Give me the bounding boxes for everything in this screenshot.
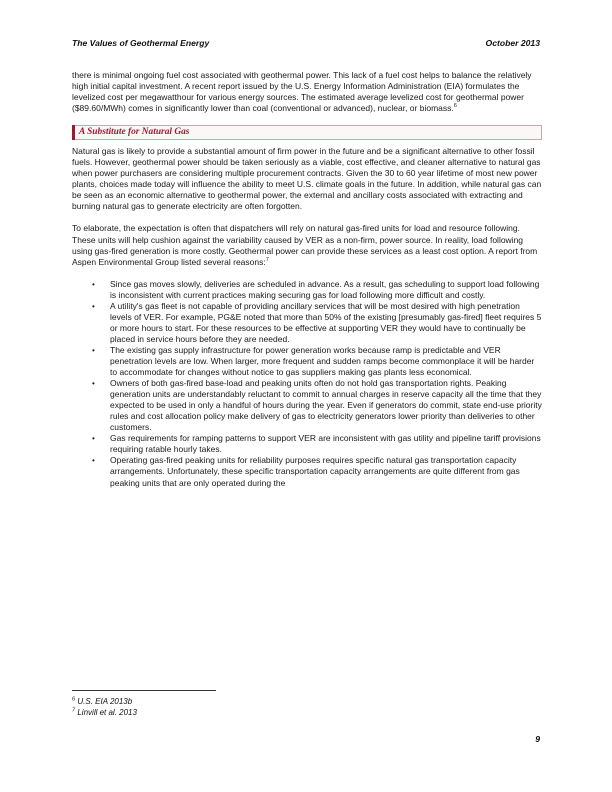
bullet-icon: •	[92, 379, 95, 389]
list-item-text: Owners of both gas-fired base-load and peaking units often do not hold gas transportation rights. Peaking generation units are understandably reluctant to commit to annual charges in reserve capacity all the time that they expected to be used in only a handful of hours during the year. Even if generators do commit, state end-use priority rules and cost allocation policy make delivery of gas to electricity generators lower priority than deliveries to other customers.	[110, 378, 542, 433]
list-item-text: A utility's gas fleet is not capable of providing ancillary services that will be most desired with high penetration levels of VER. For example, PG&E noted that more than 50% of the existing [presumably gas-fired] fleet requires 5 or more hours to start. For these resources to be effective at supporting VER they would have to continually be placed in service hours before they are needed.	[110, 300, 542, 344]
footnote-number: 7	[72, 707, 76, 714]
bullet-icon: •	[92, 345, 95, 355]
list-item	[92, 378, 542, 433]
intro-paragraph	[72, 70, 542, 114]
header-title: The Values of Geothermal Energy	[72, 38, 210, 48]
footnote-6	[72, 696, 137, 707]
footnote-7	[72, 707, 137, 718]
footnote-number: 6	[72, 696, 76, 703]
footnote-text: U.S. EIA 2013b	[77, 697, 133, 706]
body-content	[72, 70, 542, 489]
list-item	[92, 344, 542, 378]
bullet-icon: •	[92, 301, 95, 311]
bullet-icon: •	[92, 279, 95, 289]
list-item-text: Operating gas-fired peaking units for reliability purposes requires specific natural gas transportation capacity arrangements. Unfortunately, these specific transportation capacity arrangements are quite different from gas peaking units that are only operated during the	[110, 455, 520, 488]
list-item-text: Gas requirements for ramping patterns to support VER are inconsistent with gas utility and pipeline tariff provisions requiring ratable hourly takes.	[110, 433, 541, 455]
section-paragraph-2	[72, 223, 542, 267]
header-date: October 2013	[485, 38, 540, 48]
section-heading: A Substitute for Natural Gas	[72, 125, 542, 140]
footnote-ref-7[interactable]: 7	[265, 256, 269, 263]
footnote-ref-6[interactable]: 6	[453, 103, 457, 110]
footnotes	[72, 696, 137, 718]
bullet-icon: •	[92, 434, 95, 444]
page-number: 9	[535, 734, 540, 744]
bullet-icon: •	[92, 456, 95, 466]
footnote-divider	[72, 690, 216, 691]
reasons-bullet-list	[72, 279, 542, 489]
list-item-text: The existing gas supply infrastructure for power generation works because ramp is predictable and VER penetration levels are low. When larger, more frequent and sudden ramps become commonplace it will be harder to accommodate for changes without notice to gas suppliers making gas plants less economical.	[110, 344, 535, 378]
section-paragraph-1: Natural gas is likely to provide a substantial amount of firm power in the future and be a significant alternative to other fossil fuels. However, geothermal power should be taken seriously as a viable, cost effective, and cleaner alternative to natural gas when power purchasers are considering multiple procurement contracts. Given the 30 to 60 year lifetime of most new power plants, choices made today will influence the ability to meet U.S. climate goals in the future. In addition, while natural gas can be seen as an economic alternative to geothermal power, the external and ancillary costs associated with extracting and burning natural gas to generate electricity are often forgotten.	[72, 146, 542, 212]
list-item	[92, 278, 542, 301]
list-item-text: Since gas moves slowly, deliveries are scheduled in advance. As a result, gas scheduling to support load following is inconsistent with current practices making securing gas for load following more difficult and costly.	[110, 278, 540, 300]
section-paragraph-2-text: To elaborate, the expectation is often that dispatchers will rely on natural gas-fired units for load and resource following. These units will help cushion against the variability caused by VER as a non-firm, power source. In reality, load following using gas-fired generation is more costly. Geothermal power can provide these services as a least cost option. A report from Aspen Environmental Group listed several reasons:	[72, 223, 538, 267]
footnote-text: Linvill et al. 2013	[77, 708, 137, 717]
list-item	[92, 455, 542, 488]
intro-paragraph-text: there is minimal ongoing fuel cost associated with geothermal power. This lack of a fuel cost helps to balance the relatively high initial capital investment. A recent report issued by the U.S. Energy Information Administration (EIA) formulates the levelized cost per megawatthour for various energy sources. The estimated average levelized cost for geothermal power ($89.60/MWh) comes in significantly lower than coal (conventional or advanced), nuclear, or biomass.	[72, 70, 532, 114]
list-item	[92, 300, 542, 345]
list-item	[92, 433, 542, 455]
running-header	[72, 38, 540, 48]
